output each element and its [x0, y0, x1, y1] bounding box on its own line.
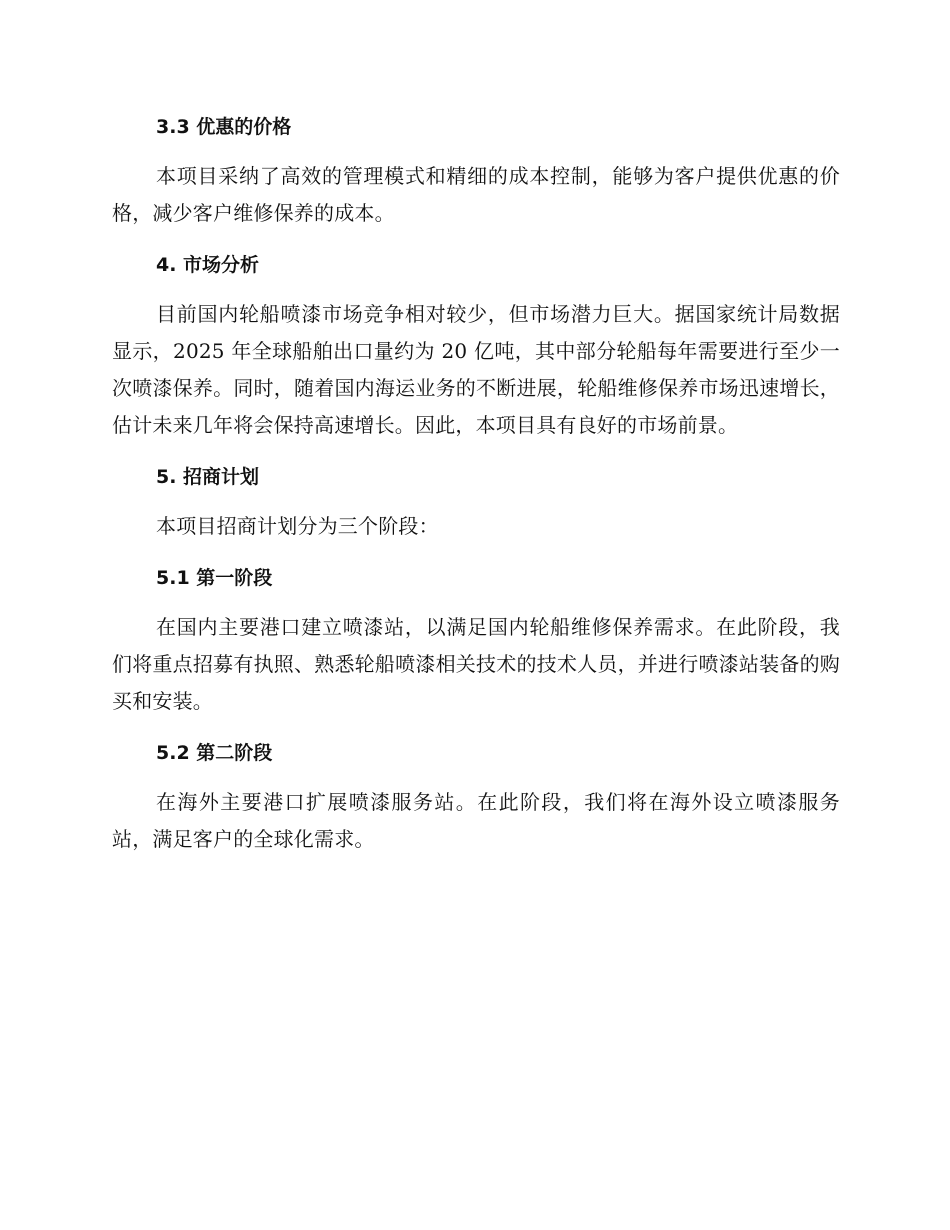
section-paragraph-5-1: 在国内主要港口建立喷漆站，以满足国内轮船维修保养需求。在此阶段，我们将重点招募有执照、熟悉轮船喷漆相关技术的技术人员，并进行喷漆站装备的购买和安装。	[112, 615, 840, 713]
section-heading-3-3: 3.3 优惠的价格	[156, 116, 292, 138]
section-heading-5: 5. 招商计划	[156, 466, 260, 488]
section-paragraph-3-3: 本项目采纳了高效的管理模式和精细的成本控制，能够为客户提供优惠的价格，减少客户维修保养的成本。	[112, 164, 840, 225]
document-body	[112, 110, 840, 858]
section-paragraph-4: 目前国内轮船喷漆市场竞争相对较少，但市场潜力巨大。据国家统计局数据显示，2025 年全球船舶出口量约为 20 亿吨，其中部分轮船每年需要进行至少一次喷漆保养。同时，随着国内海运业务的不断进展，轮船维修保养市场迅速增长，估计未来几年将会保持高速增长。因此，本项目具有良好的市场前景。	[112, 302, 840, 437]
section-paragraph-5: 本项目招商计划分为三个阶段：	[156, 514, 439, 538]
section-heading-4: 4. 市场分析	[156, 254, 260, 276]
section-heading-5-1: 5.1 第一阶段	[156, 567, 273, 589]
section-paragraph-5-2: 在海外主要港口扩展喷漆服务站。在此阶段，我们将在海外设立喷漆服务站，满足客户的全球化需求。	[112, 790, 840, 851]
section-heading-5-2: 5.2 第二阶段	[156, 742, 273, 764]
